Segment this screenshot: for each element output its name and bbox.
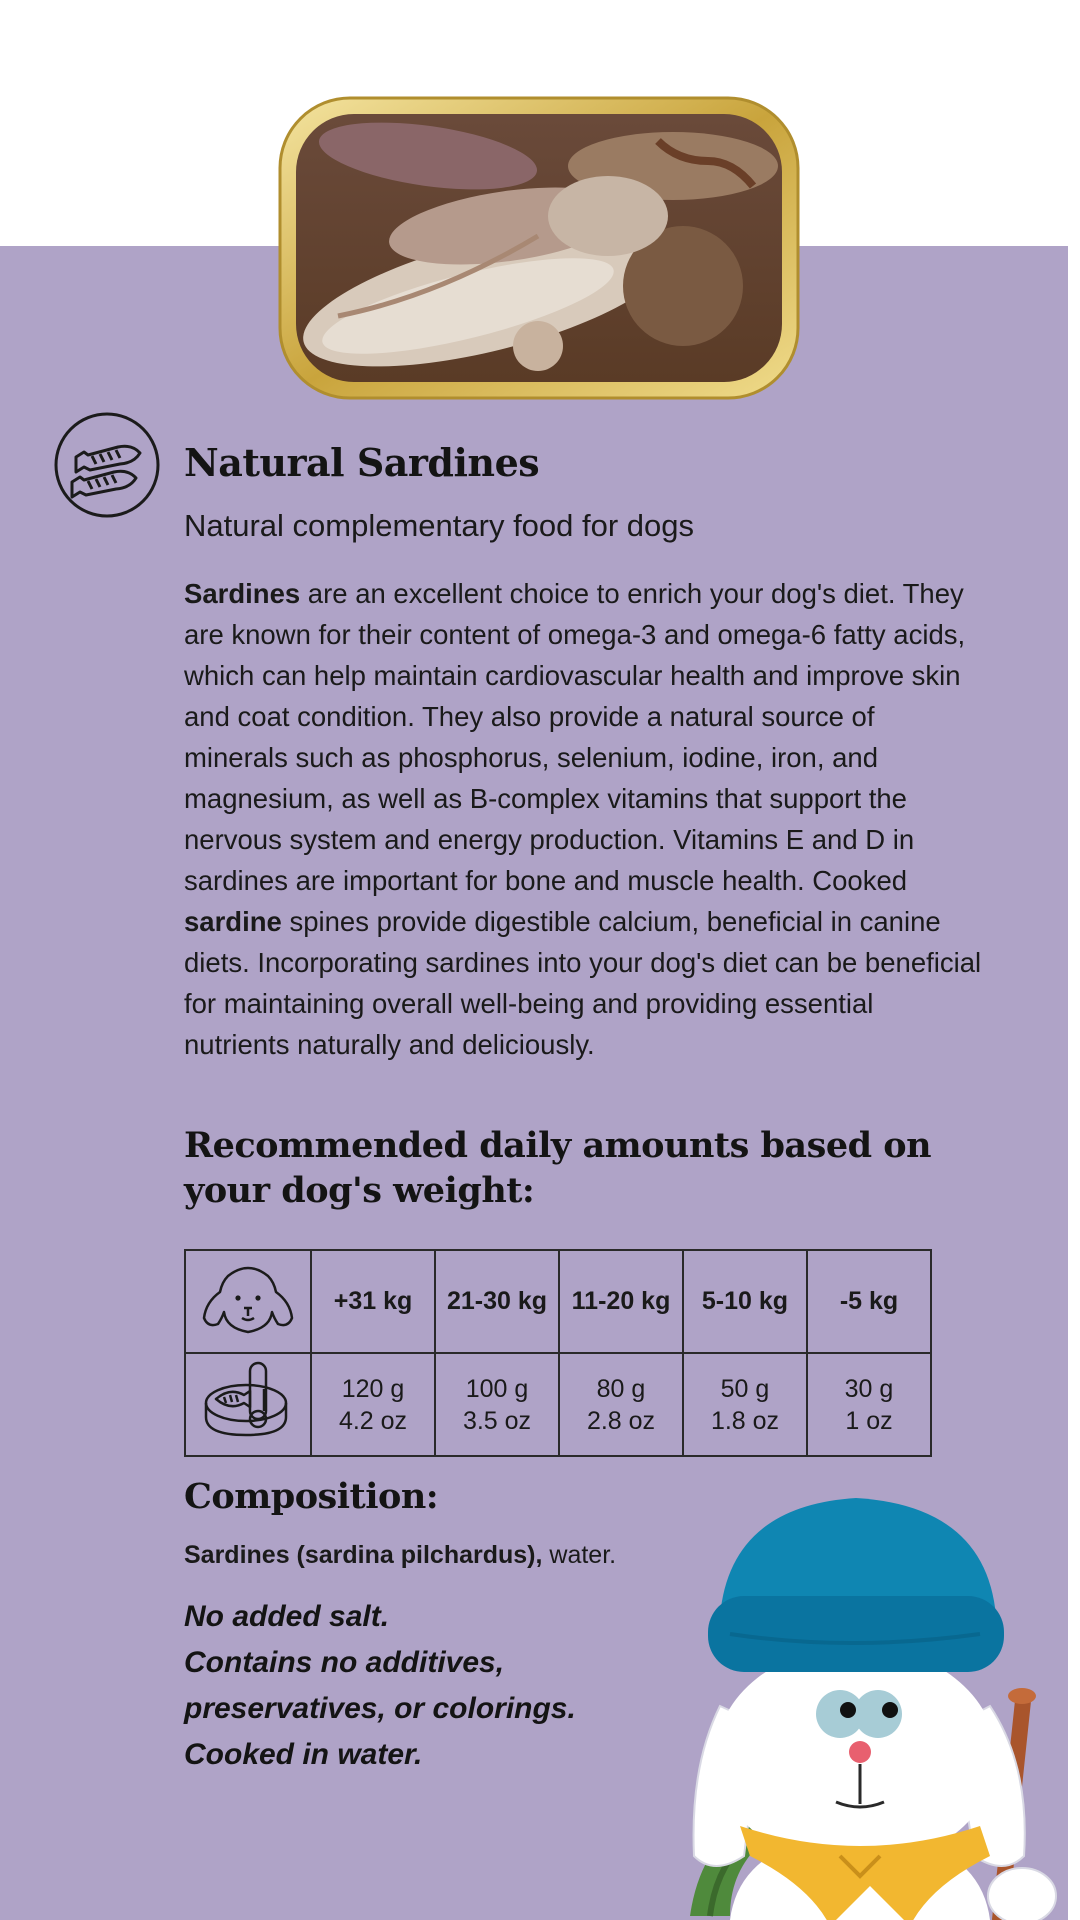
daily-amount-table [184, 1249, 932, 1457]
weight-cell: 21-30 kg [435, 1250, 559, 1353]
recommendation-title: Recommended daily amounts based on your dog's weight: [184, 1125, 932, 1211]
table-row-weights [185, 1250, 931, 1353]
composition-title: Composition: [184, 1476, 439, 1517]
amount-cell: 120 g 4.2 oz [311, 1353, 435, 1456]
fish-bones-icon [54, 412, 160, 518]
weight-cell: 11-20 kg [559, 1250, 683, 1353]
dog-face-icon [198, 1258, 298, 1338]
weight-cell: 5-10 kg [683, 1250, 807, 1353]
ingredients-rest: water. [542, 1541, 617, 1569]
amount-cell: 30 g 1 oz [807, 1353, 931, 1456]
composition-ingredients [184, 1541, 616, 1570]
amount-cell: 50 g 1.8 oz [683, 1353, 807, 1456]
amount-cell: 100 g 3.5 oz [435, 1353, 559, 1456]
note-line: No added salt. [184, 1600, 390, 1633]
product-notes [184, 1594, 576, 1778]
amount-cell: 80 g 2.8 oz [559, 1353, 683, 1456]
table-cell-tin-icon [185, 1353, 311, 1456]
product-title: Natural Sardines [184, 440, 540, 485]
description-text-1: are an excellent choice to enrich your dog's diet. They are known for their content of omega-3 and omega-6 fatty acids, which can help maintain cardiovascular health and improve skin and coat condition. They also provide a natural source of minerals such as phosphorus, selenium, iodine, iron, and magnesium, as well as B-complex vitamins that support the nervous system and energy production. Vitamins E and D in sardines are important for bone and muscle health. Cooked [184, 578, 966, 896]
product-subtitle: Natural complementary food for dogs [184, 508, 695, 543]
product-description [184, 573, 984, 1065]
dog-mascot-illustration [650, 1496, 1080, 1920]
note-line: Cooked in water. [184, 1738, 423, 1771]
note-line: Contains no additives, [184, 1646, 505, 1679]
description-text-2: spines provide digestible calcium, beneficial in canine diets. Incorporating sardines into your dog's diet can be beneficial for maintaining overall well-being and providing essential nutrients naturally and deliciously. [184, 906, 982, 1060]
note-line: preservatives, or colorings. [184, 1692, 576, 1725]
table-row-amounts [185, 1353, 931, 1456]
sardine-tin-image [278, 96, 800, 401]
description-bold-sardines: Sardines [184, 578, 301, 609]
ingredients-bold: Sardines (sardina pilchardus), [184, 1541, 543, 1569]
description-bold-sardine: sardine [184, 906, 282, 937]
weight-cell: -5 kg [807, 1250, 931, 1353]
sardine-tin-icon [198, 1359, 298, 1443]
table-cell-dog-icon [185, 1250, 311, 1353]
weight-cell: +31 kg [311, 1250, 435, 1353]
